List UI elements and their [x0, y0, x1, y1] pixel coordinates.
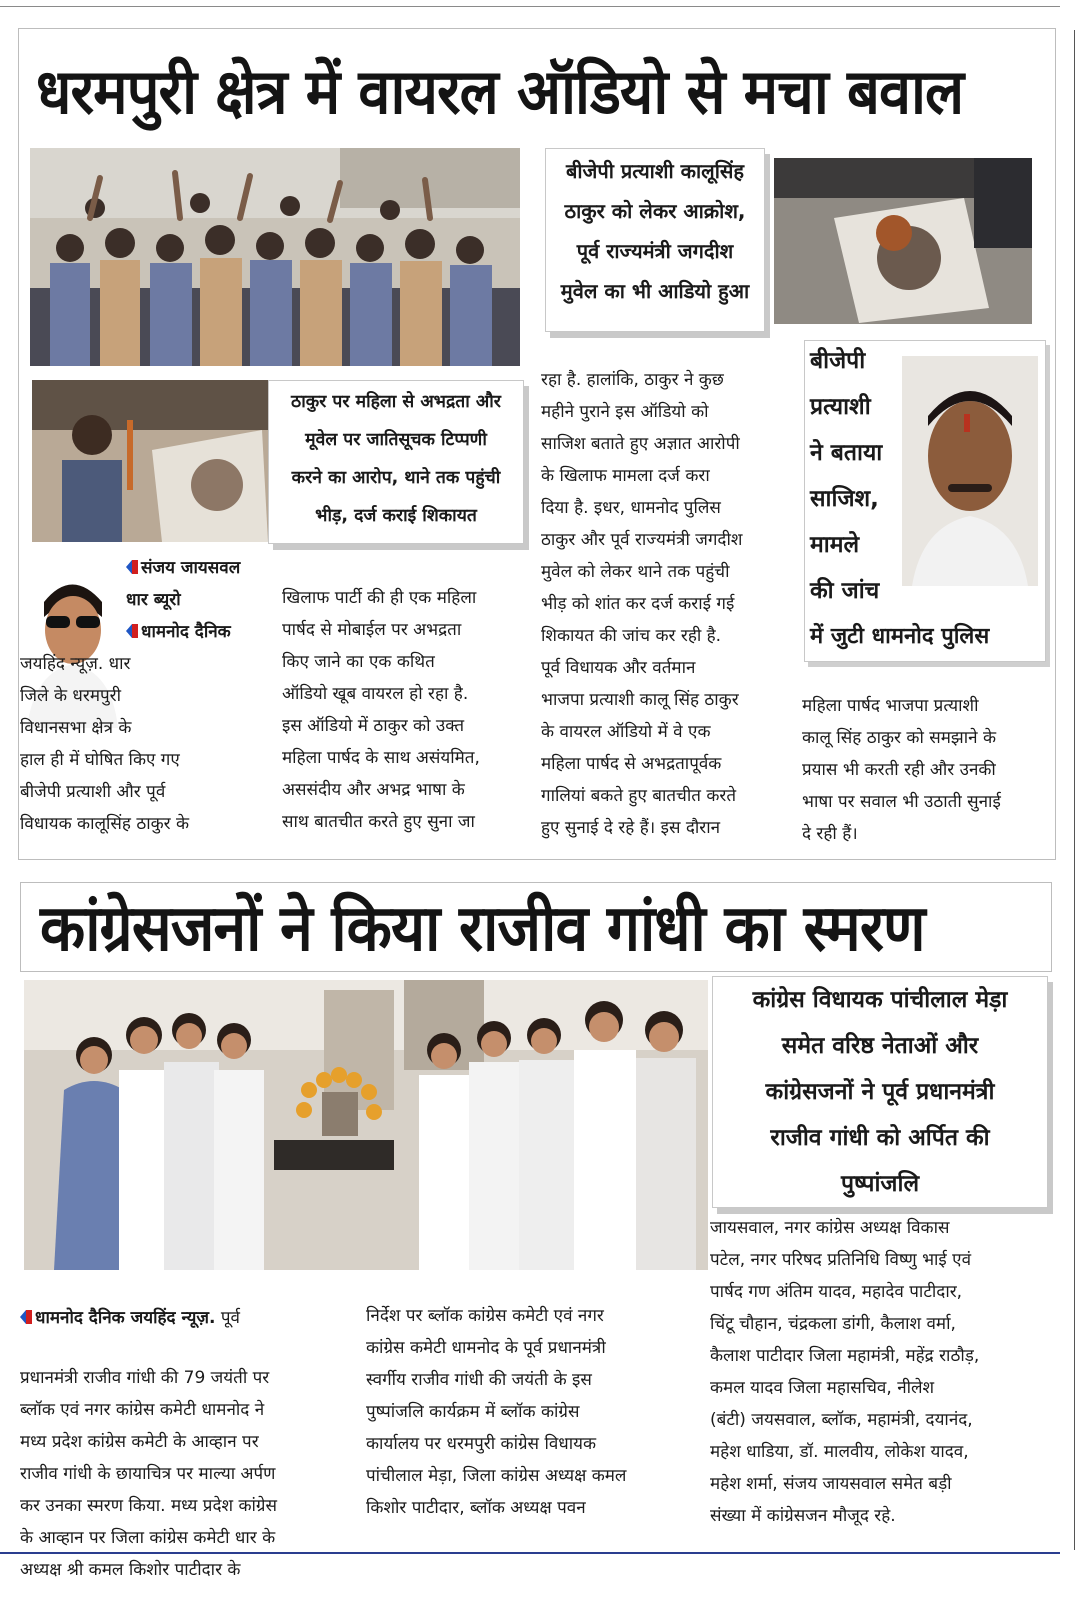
story-2-col-2: निर्देश पर ब्लॉक कांग्रेस कमेटी एवं नगर कांग्रेस कमेटी धामनोद के पूर्व प्रधानमंत्री स्वर्गीय राजीव गांधी की जयंती के इस पुष्पांजलि कार्यक्रम में ब्लॉक कांग्रेस कार्यालय पर धरमपुरी कांग्रेस विधायक पांचीलाल मेड़ा, जिला कांग्रेस अध्यक्ष कमल किशोर पाटीदार, ब्लॉक अध्यक्ष पवन — [366, 1306, 627, 1518]
deck-line: कांग्रेसजनों ने पूर्व प्रधानमंत्री — [765, 1079, 995, 1105]
deck-line: पुष्पांजलि — [840, 1171, 920, 1197]
story-1-col-2: खिलाफ पार्टी की ही एक महिला पार्षद से मोबाईल पर अभद्रता किए जाने का एक कथित ऑडियो खूब वायरल हो रहा है. इस ऑडियो में ठाकुर को उक्त महिला पार्षद के साथ असंयमित, अससंदीय और अभद्र भाषा के साथ बातचीत करते हुए सुना जा — [282, 588, 480, 832]
top-rule — [0, 6, 1060, 7]
paper-name: धामनोद दैनिक — [141, 622, 231, 642]
protest-crowd-photo — [30, 148, 520, 366]
deck-line: ठाकुर को लेकर आक्रोश, — [564, 199, 746, 223]
side-deck-line: में जुटी धामनोद पुलिस — [810, 624, 990, 649]
story-1-col-1: जयहिंद न्यूज़. धार जिले के धरमपुरी विधानसभा क्षेत्र के हाल ही में घोषित किए गए बीजेपी प्रत्याशी और पूर्व विधायक कालूसिंह ठाकुर के — [20, 654, 190, 834]
story-2-byline: धामनोद दैनिक जयहिंद न्यूज़. — [35, 1308, 216, 1328]
side-deck-line: की जांच — [810, 578, 880, 604]
deck-line: करने का आरोप, थाने तक पहुंची — [291, 468, 501, 488]
story-1-col-3: रहा है. हालांकि, ठाकुर ने कुछ महीने पुराने इस ऑडियो को साजिश बताते हुए अज्ञात आरोपी के खिलाफ मामला दर्ज करा दिया है. इधर, धामनोद पुलिस ठाकुर और पूर्व राज्यमंत्री जगदीश मुवेल को लेकर थाने तक पहुंची भीड़ को शांत कर दर्ज कराई गई शिकायत की जांच कर रही है. पूर्व विधायक और वर्तमान भाजपा प्रत्याशी कालू सिंह ठाकुर के वायरल ऑडियो में वे एक महिला पार्षद से अभद्रतापूर्वक गालियां बकते हुए बातचीत करते हुए सुनाई दे रहे हैं। इस दौरान — [541, 370, 743, 838]
deck-line: राजीव गांधी को अर्पित की — [770, 1125, 990, 1151]
tribute-group-photo — [24, 980, 708, 1270]
deck-line: कांग्रेस विधायक पांचीलाल मेड़ा — [752, 987, 1008, 1013]
story-2-col-3: जायसवाल, नगर कांग्रेस अध्यक्ष विकास पटेल, नगर परिषद प्रतिनिधि विष्णु भाई एवं पार्षद गण अंतिम यादव, महादेव पाटीदार, चिंटू चौहान, चंद्रकला डांगी, कैलाश वर्मा, कैलाश पाटीदार जिला महामंत्री, महेंद्र राठौड़, कमल यादव जिला महासचिव, नीलेश (बंटी) जयसवाल, ब्लॉक, महामंत्री, दयानंद, महेश धाडिया, डॉ. मालवीय, लोकेश यादव, महेश शर्मा, संजय जायसवाल समेत बड़ी संख्या में कांग्रेसजन मौजूद रहे. — [710, 1218, 980, 1526]
flag-icon — [126, 624, 138, 638]
flag-icon — [20, 1310, 32, 1324]
right-edge-rule — [1074, 30, 1075, 1550]
story-2-col-1: धामनोद दैनिक जयहिंद न्यूज़. पूर्व प्रधानमंत्री राजीव गांधी की 79 जयंती पर ब्लॉक एवं नगर कांग्रेस कमेटी धामनोद ने मध्य प्रदेश कांग्रेस कमेटी के आव्हान पर राजीव गांधी के छायाचित्र पर माल्या अर्पण कर उनका स्मरण किया. मध्य प्रदेश कांग्रेस के आव्हान पर जिला कांग्रेस कमेटी धार के अध्यक्ष श्री कमल किशोर पाटीदार के — [20, 1308, 278, 1580]
story-2-headline: कांग्रेसजनों ने किया राजीव गांधी का स्मरण — [40, 892, 925, 966]
bureau-name: धार ब्यूरो — [126, 590, 181, 610]
deck-line: ठाकुर पर महिला से अभद्रता और — [291, 392, 501, 412]
effigy-protest-photo — [32, 380, 268, 542]
burning-poster-photo — [774, 158, 1032, 324]
story-1-byline — [126, 552, 276, 648]
story-2-deck — [712, 976, 1048, 1208]
side-deck-line: बीजेपी — [810, 348, 866, 374]
side-deck-line: मामले — [810, 532, 860, 558]
story-1-top-deck — [545, 148, 765, 332]
deck-line: समेत वरिष्ठ नेताओं और — [781, 1033, 979, 1059]
flag-icon — [126, 560, 138, 574]
side-deck-line: साजिश, — [810, 486, 879, 512]
story-1-col-4: महिला पार्षद भाजपा प्रत्याशी कालू सिंह ठाकुर को समझाने के प्रयास भी करती रही और उनकी भाषा पर सवाल भी उठाती सुनाई दे रही हैं। — [802, 696, 1001, 844]
story-1-headline: धरमपुरी क्षेत्र में वायरल ऑडियो से मचा बवाल — [36, 55, 964, 128]
story-1-middle-deck — [268, 380, 524, 544]
deck-line: मूवेल पर जातिसूचक टिप्पणी — [305, 430, 487, 450]
candidate-portrait-photo — [902, 356, 1038, 586]
deck-line: भीड़, दर्ज कराई शिकायत — [315, 506, 477, 526]
reporter-name: संजय जायसवल — [141, 558, 241, 578]
deck-line: मुवेल का भी आडियो हुआ — [560, 279, 750, 303]
deck-line: बीजेपी प्रत्याशी कालूसिंह — [565, 159, 745, 183]
deck-line: पूर्व राज्यमंत्री जगदीश — [576, 239, 734, 263]
side-deck-line: प्रत्याशी — [810, 394, 871, 420]
side-deck-line: ने बताया — [810, 440, 883, 466]
